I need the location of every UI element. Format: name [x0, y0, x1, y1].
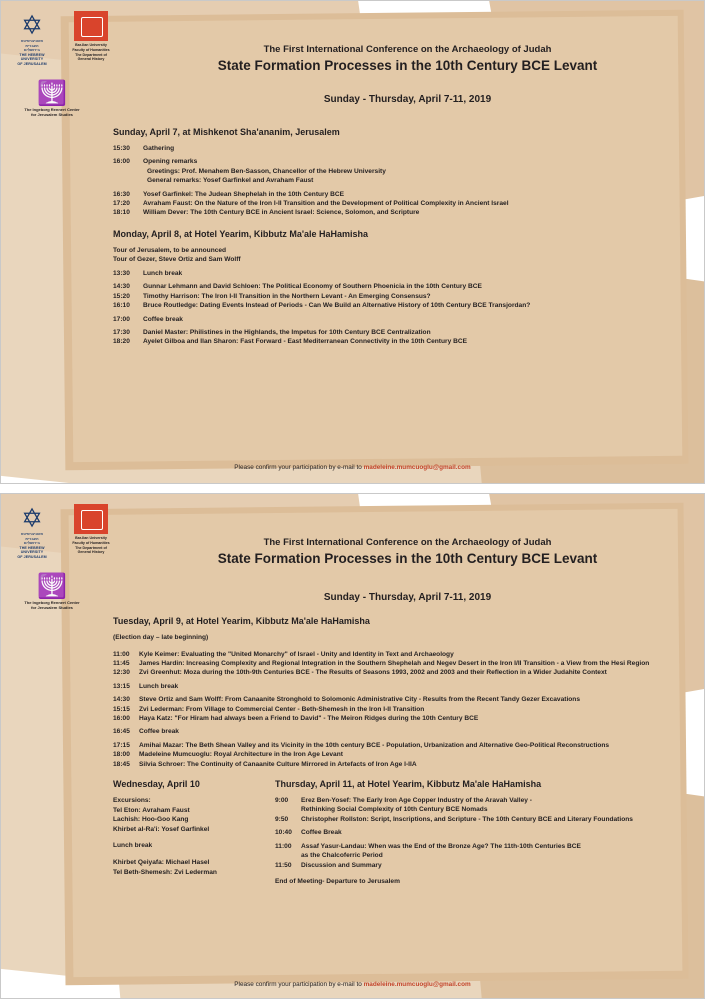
schedule-item [113, 315, 682, 324]
schedule-text: Ayelet Gilboa and Ilan Sharon: Fast Forward - East Mediterranean Connectivity in the 10th Century BCE [143, 338, 468, 346]
schedule-time: 12:30 [113, 669, 130, 677]
excursion-line: Lachish: Hoo-Goo Kang [113, 816, 189, 824]
logo-line: OF JERUSALEM [17, 61, 47, 66]
poster-2-schedule [113, 616, 682, 887]
thursday-column [275, 779, 682, 886]
schedule-item [113, 282, 682, 291]
schedule-text: Discussion and Summary [301, 861, 382, 869]
logo-line: The Department of [75, 52, 107, 57]
day-note: (Election day – late beginning) [113, 634, 209, 641]
schedule-item [113, 727, 682, 736]
day-heading-date: Sunday, April 7, [113, 127, 181, 137]
schedule-text: Avraham Faust: On the Nature of the Iron I-II Transition and the Development of Political Complexity in Ancient Israel [143, 200, 509, 208]
schedule-time: 17:30 [113, 329, 130, 337]
logo-line: האוניברסיטה [20, 532, 44, 536]
schedule-time: 18:00 [113, 751, 130, 759]
menorah-icon: 🕎 [37, 79, 67, 107]
poster-page-2 [0, 493, 705, 999]
schedule-text: Lunch break [139, 682, 179, 690]
day-heading-thursday [275, 779, 682, 789]
schedule-text: Coffee break [143, 315, 183, 323]
day-note: Tour of Jerusalem, to be announced [113, 246, 227, 254]
schedule-text: Coffee break [139, 728, 179, 736]
logo-line: העברית [25, 43, 39, 48]
logo-line: בירושלים [24, 48, 40, 53]
schedule-text: Daniel Master: Philistines in the Highlands, the Impetus for 10th Century BCE Centralization [143, 329, 431, 337]
schedule-time: 11:00 [113, 650, 130, 658]
conference-title: State Formation Processes in the 10th Century BCE Levant [217, 551, 598, 566]
day-heading-date: Thursday, April 11, [275, 779, 355, 790]
poster-page-1 [0, 0, 705, 484]
schedule-text: James Hardin: Increasing Complexity and Regional Integration in the Southern Shephelah and Negev Desert in the Iron I/II Transition - a View from the Hesi Region [139, 660, 650, 667]
schedule-text: Timothy Harrison: The Iron I-II Transition in the Northern Levant - An Emerging Consensus? [143, 292, 431, 300]
schedule-text: Rethinking Social Complexity of 10th Century BCE Nomads [301, 806, 488, 814]
day-note: Tour of Gezer, Steve Ortiz and Sam Wolff [113, 256, 241, 264]
schedule-text: Erez Ben-Yosef: The Early Iron Age Copper Industry of the Aravah Valley - [301, 797, 532, 805]
conference-subtitle: The First International Conference on the Archaeology of Judah [263, 537, 552, 548]
schedule-time: 15:15 [113, 705, 130, 713]
day-heading-tuesday [113, 616, 682, 626]
logo-line: THE HEBREW [19, 545, 45, 550]
schedule-item [113, 328, 682, 337]
conference-title: State Formation Processes in the 10th Century BCE Levant [217, 58, 598, 73]
final-days-columns [113, 779, 682, 886]
schedule-time: 9:50 [275, 815, 289, 823]
hebrew-university-logo [9, 11, 55, 67]
day-heading-venue: at Hotel Yearim, Kibbutz Ma'ale HaHamisha [185, 616, 370, 626]
poster-2-title-block [131, 536, 684, 603]
logo-line: for Jerusalem Studies [31, 604, 73, 610]
logo-line: The Department of [75, 545, 107, 550]
schedule-item [113, 269, 682, 278]
excursion-line: Khirbet Qeiyafa: Michael Hasel [113, 859, 210, 867]
schedule-text: Gunnar Lehmann and David Schloen: The Political Economy of Southern Phoenicia in the 10th Century BCE [143, 283, 482, 291]
logo-line: Faculty of Humanities [72, 47, 110, 52]
schedule-text: Madeleine Mumcuoglu: Royal Architecture in the Iron Age Levant [139, 751, 343, 759]
schedule-time: 11:50 [275, 861, 292, 869]
schedule-item [113, 292, 682, 301]
schedule-item [113, 695, 682, 704]
schedule-time: 11:45 [113, 660, 130, 667]
schedule-time: 16:30 [113, 190, 130, 198]
schedule-text: Lunch break [143, 270, 183, 278]
bar-ilan-logo [61, 504, 121, 555]
excursion-line: Khirbet al-Ra'i: Yosef Garfinkel [113, 825, 210, 833]
logo-line: UNIVERSITY [20, 550, 44, 555]
schedule-item [113, 199, 682, 208]
schedule-item [113, 760, 682, 769]
schedule-time: 10:40 [275, 829, 292, 837]
schedule-time: 18:10 [113, 209, 130, 217]
schedule-time: 14:30 [113, 696, 130, 704]
day-heading-venue: at Hotel Yearim, Kibbutz Ma'ale HaHamisha [357, 779, 542, 790]
schedule-text: Bruce Routledge: Dating Events Instead of Periods - Can We Build an Alternative History of 10th Century BCE Transjordan? [143, 302, 531, 310]
schedule-text: Coffee Break [301, 829, 342, 837]
schedule-time: 14:30 [113, 283, 130, 291]
schedule-text: Gathering [143, 145, 175, 152]
bar-ilan-logo [61, 11, 121, 62]
logo-line: Bar-Ilan University [75, 536, 107, 540]
schedule-item [113, 190, 682, 199]
schedule-text: Assaf Yasur-Landau: When was the End of the Bronze Age? The 11th-10th Centuries BCE [301, 842, 581, 850]
day-heading-venue: at Hotel Yearim, Kibbutz Ma'ale HaHamisha [184, 228, 369, 239]
closing-line: End of Meeting- Departure to Jerusalem [275, 877, 400, 885]
schedule-item [113, 337, 682, 346]
schedule-item [275, 815, 682, 824]
logo-line: General History [77, 57, 105, 62]
logo-line: האוניברסיטה [20, 39, 44, 43]
schedule-item [113, 682, 682, 691]
schedule-item [275, 842, 682, 851]
schedule-text: Amihai Mazar: The Beth Shean Valley and its Vicinity in the 10th century BCE - Population, Urbanization and Alternative Geo-Political Reconstructions [139, 741, 610, 749]
poster-1-schedule [113, 127, 682, 347]
poster-2-content [1, 494, 704, 998]
day-heading-wednesday: Wednesday, April 10 [113, 779, 200, 790]
day-heading-sunday [113, 127, 682, 137]
wednesday-column [113, 779, 261, 886]
menorah-icon: 🕎 [37, 572, 67, 600]
hebrew-university-crest-icon: ✡ [21, 10, 43, 40]
schedule-time [275, 851, 301, 860]
logo-line: OF JERUSALEM [17, 554, 47, 559]
excursion-line: Excursions: [113, 797, 151, 805]
logo-line: Bar-Ilan University [75, 43, 107, 47]
excursion-line: Lunch break [113, 842, 153, 850]
logo-line: General History [77, 550, 105, 555]
schedule-text: Christopher Rollston: Script, Inscriptions, and Scripture - The 10th Century BCE and Literary Foundations [301, 815, 633, 823]
schedule-time [275, 805, 301, 814]
schedule-text: Haya Katz: "For Hiram had always been a Friend to David" - The Meiron Ridges during the 10th Century BCE [139, 715, 479, 723]
conference-dates: Sunday - Thursday, April 7-11, 2019 [323, 592, 492, 603]
schedule-item [113, 208, 682, 217]
schedule-item [113, 705, 682, 714]
schedule-time: 9:00 [275, 797, 289, 805]
schedule-time: 16:10 [113, 302, 130, 310]
schedule-time: 15:20 [113, 292, 130, 300]
schedule-item [275, 861, 682, 870]
schedule-time: 15:30 [113, 145, 130, 152]
schedule-item [113, 659, 682, 668]
poster-1-title-block [131, 43, 684, 105]
logo-line: for Jerusalem Studies [31, 111, 73, 117]
schedule-item [275, 805, 682, 814]
logo-line: The Ingeborg Rennert Center [24, 599, 80, 605]
schedule-time: 18:20 [113, 338, 130, 346]
rennert-center-logo [9, 81, 95, 117]
schedule-text: Silvia Schroer: The Continuity of Canaanite Culture Mirrored in Artefacts of Iron Age I-IIA [139, 760, 417, 768]
schedule-text: as the Chalcoferric Period [301, 852, 383, 860]
contact-email-link[interactable]: madeleine.mumcuoglu@gmail.com [363, 981, 471, 988]
schedule-item [113, 144, 682, 153]
logo-block [9, 504, 127, 610]
schedule-time: 17:00 [113, 315, 130, 323]
schedule-time: 17:15 [113, 741, 130, 749]
poster-2-footer [1, 981, 704, 988]
schedule-item [113, 301, 682, 310]
contact-email-link[interactable]: madeleine.mumcuoglu@gmail.com [363, 464, 471, 471]
schedule-item [275, 796, 682, 805]
logo-line: Faculty of Humanities [72, 540, 110, 545]
schedule-text: William Dever: The 10th Century BCE in Ancient Israel: Science, Solomon, and Scripture [143, 209, 420, 217]
schedule-item [275, 828, 682, 837]
day-heading-date: Tuesday, April 9, [113, 616, 184, 626]
excursion-line: Tel Eton: Avraham Faust [113, 806, 190, 814]
poster-1-footer [1, 464, 704, 471]
schedule-item [113, 668, 682, 677]
poster-1-content [1, 1, 704, 483]
hebrew-university-logo [9, 504, 55, 560]
logo-line: THE HEBREW [19, 52, 45, 57]
footer-text: Please confirm your participation by e-mail to [234, 981, 364, 988]
day-heading-date: Monday, April 8, [113, 228, 182, 239]
schedule-subitem: Greetings: Prof. Menahem Ben-Sasson, Chancellor of the Hebrew University [147, 167, 386, 175]
schedule-time: 13:30 [113, 270, 130, 278]
schedule-time: 17:20 [113, 200, 130, 208]
footer-text: Please confirm your participation by e-mail to [234, 464, 364, 471]
schedule-item [113, 157, 682, 166]
rennert-center-logo [9, 574, 95, 610]
bar-ilan-mark-icon [74, 11, 108, 41]
day-heading-venue: at Mishkenot Sha'ananim, Jerusalem [182, 127, 340, 137]
schedule-time: 13:15 [113, 682, 130, 690]
schedule-time: 11:00 [275, 842, 292, 850]
schedule-time: 16:45 [113, 728, 130, 736]
conference-subtitle: The First International Conference on the Archaeology of Judah [263, 44, 552, 55]
schedule-text: Zvi Lederman: From Village to Commercial Center - Beth-Shemesh in the Iron I-II Transition [139, 705, 425, 713]
schedule-item [113, 750, 682, 759]
bar-ilan-mark-icon [74, 504, 108, 534]
schedule-time: 16:00 [113, 158, 130, 166]
schedule-time: 16:00 [113, 715, 130, 723]
logo-line: The Ingeborg Rennert Center [24, 106, 80, 112]
schedule-text: Steve Ortiz and Sam Wolff: From Canaanite Stronghold to Solomonic Administrative City - Results from the Recent Tandy Gezer Excavations [139, 696, 581, 704]
schedule-time: 18:45 [113, 760, 130, 768]
schedule-text: Yosef Garfinkel: The Judean Shephelah in the 10th Century BCE [143, 190, 345, 198]
schedule-text: Opening remarks [143, 158, 198, 166]
schedule-item [275, 851, 682, 860]
schedule-text: Kyle Keimer: Evaluating the "United Monarchy" of Israel - Unity and Identity in Text and Archaeology [139, 650, 454, 658]
conference-dates: Sunday - Thursday, April 7-11, 2019 [323, 94, 492, 105]
schedule-text: Zvi Greenhut: Moza during the 10th-9th Centuries BCE - The Results of Seasons 1993, 2002 and 2003 and their Reflection in a Wider Judahite Context [139, 669, 607, 677]
schedule-item [113, 714, 682, 723]
day-heading-monday [113, 229, 682, 239]
logo-line: UNIVERSITY [20, 57, 44, 62]
hebrew-university-crest-icon: ✡ [21, 503, 43, 533]
schedule-subitem: General remarks: Yosef Garfinkel and Avraham Faust [147, 177, 314, 185]
schedule-item [113, 650, 682, 659]
logo-line: בירושלים [24, 541, 40, 546]
schedule-item [113, 741, 682, 750]
logo-line: העברית [25, 536, 39, 541]
logo-block [9, 11, 127, 117]
excursion-line: Tel Beth-Shemesh: Zvi Lederman [113, 868, 217, 876]
